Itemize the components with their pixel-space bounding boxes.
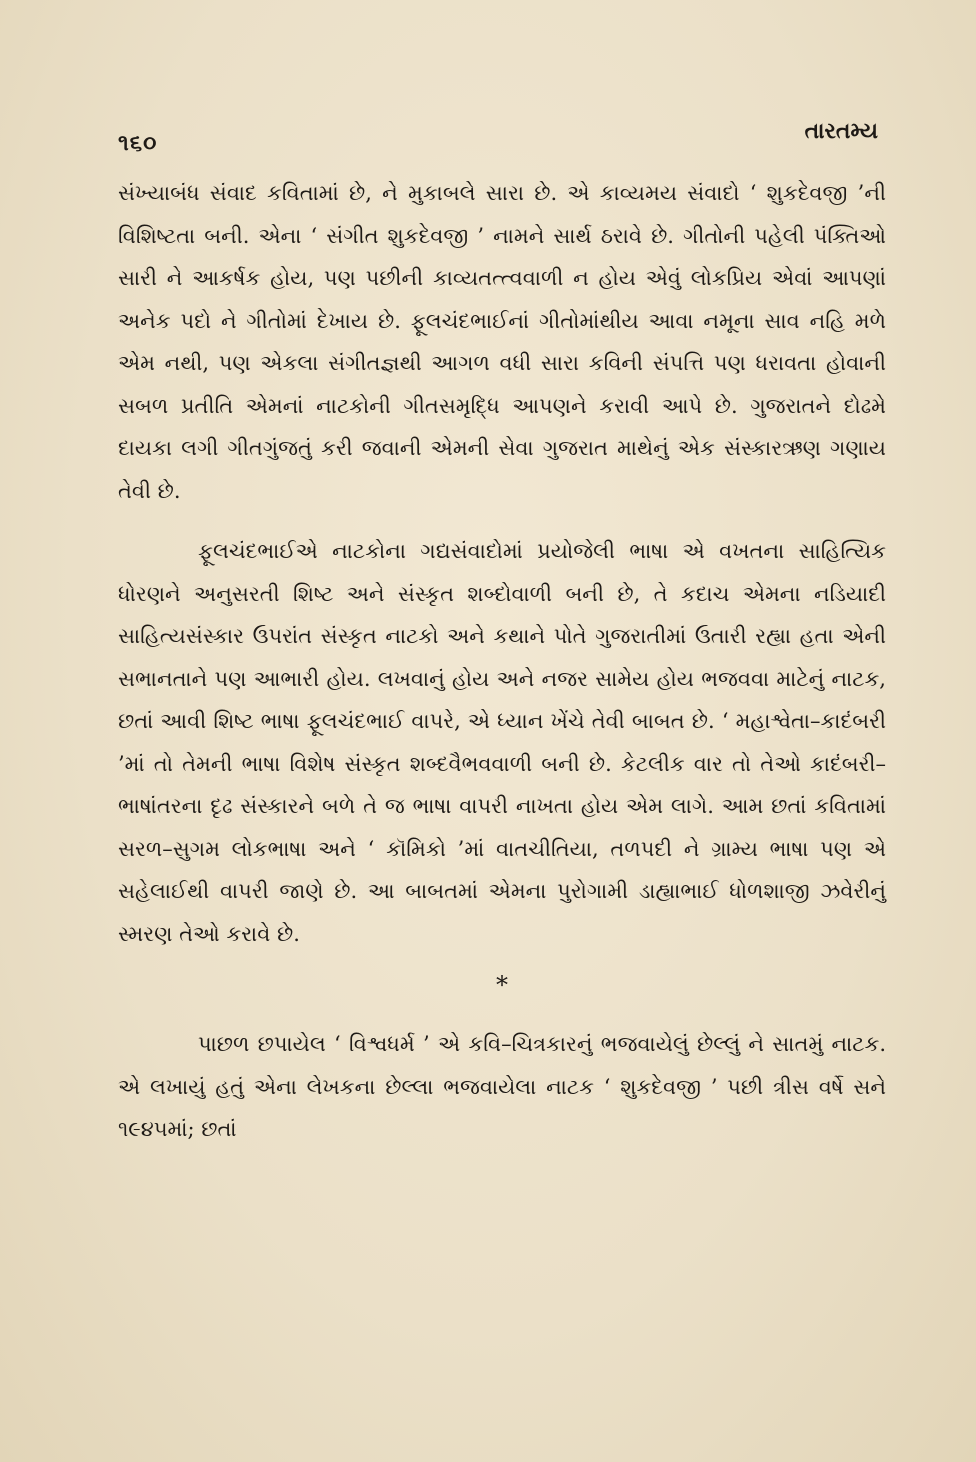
page-number: ૧૬૦ (118, 130, 158, 156)
page-header (118, 118, 878, 158)
running-title: તારતમ્ય (804, 118, 878, 144)
section-separator: * (496, 971, 508, 999)
paragraph-1: સંખ્યાબંધ સંવાદ કવિતામાં છે, ને મુકાબલે સારા છે. એ કાવ્યમય સંવાદો ‘ શુકદેવજી ’ની વિશિષ્ટતા બની. એના ‘ સંગીત શુકદેવજી ’ નામને સાર્થ ઠરાવે છે. ગીતોની પહેલી પંક્તિઓ સારી ને આકર્ષક હોય, પણ પછીની કાવ્યતત્ત્વવાળી ન હોય એવું લોકપ્રિય એવાં આપણાં અનેક પદો ને ગીતોમાં દેખાય છે. ફૂલચંદભાઈનાં ગીતોમાંથીય આવા નમૂના સાવ નહિ મળે એમ નથી, પણ એકલા સંગીતજ્ઞથી આગળ વધી સારા કવિની સંપત્તિ પણ ધરાવતા હોવાની સબળ પ્રતીતિ એમનાં નાટકોની ગીતસમૃદ્ધિ આપણને કરાવી આપે છે. ગુજરાતને દોઢમે દાયકા લગી ગીતગુંજતું કરી જવાની એમની સેવા ગુજરાત માથેનું એક સંસ્કારઋણ ગણાય તેવી છે. (118, 181, 886, 503)
body-text (118, 172, 886, 1151)
paragraph-2: ફૂલચંદભાઈએ નાટકોના ગદ્યસંવાદોમાં પ્રયોજેલી ભાષા એ વખતના સાહિત્યિક ધોરણને અનુસરતી શિષ્ટ અને સંસ્કૃત શબ્દોવાળી બની છે, તે કદાચ એમના નડિયાદી સાહિત્યસંસ્કાર ઉપરાંત સંસ્કૃત નાટકો અને કથાને પોતે ગુજરાતીમાં ઉતારી રહ્યા હતા એની સભાનતાને પણ આભારી હોય. લખવાનું હોય અને નજર સામેય હોય ભજવવા માટેનું નાટક, છતાં આવી શિષ્ટ ભાષા ફૂલચંદભાઈ વાપરે, એ ધ્યાન ખેંચે તેવી બાબત છે. ‘ મહાશ્વેતા–કાદંબરી ’માં તો તેમની ભાષા વિશેષ સંસ્કૃત શબ્દવૈભવવાળી બની છે. કેટલીક વાર તો તેઓ કાદંબરી–ભાષાંતરના દૃઢ સંસ્કારને બળે તે જ ભાષા વાપરી નાખતા હોય એમ લાગે. આમ છતાં કવિતામાં સરળ–સુગમ લોકભાષા અને ‘ કૉમિકો ’માં વાતચીતિયા, તળપદી ને ગ્રામ્ય ભાષા પણ એ સહેલાઈથી વાપરી જાણે છે. આ બાબતમાં એમના પુરોગામી ડાહ્યાભાઈ ધોળશાજી ઝવેરીનું સ્મરણ તેઓ કરાવે છે. (118, 539, 886, 946)
paragraph-3: પાછળ છપાયેલ ‘ વિશ્વધર્મ ’ એ કવિ–ચિત્રકારનું ભજવાયેલું છેલ્લું ને સાતમું નાટક. એ લખાયું હતું એના લેખકના છેલ્લા ભજવાયેલા નાટક ‘ શુકદેવજી ’ પછી ત્રીસ વર્ષે સને ૧૯૪૫માં; છતાં (118, 1032, 886, 1141)
